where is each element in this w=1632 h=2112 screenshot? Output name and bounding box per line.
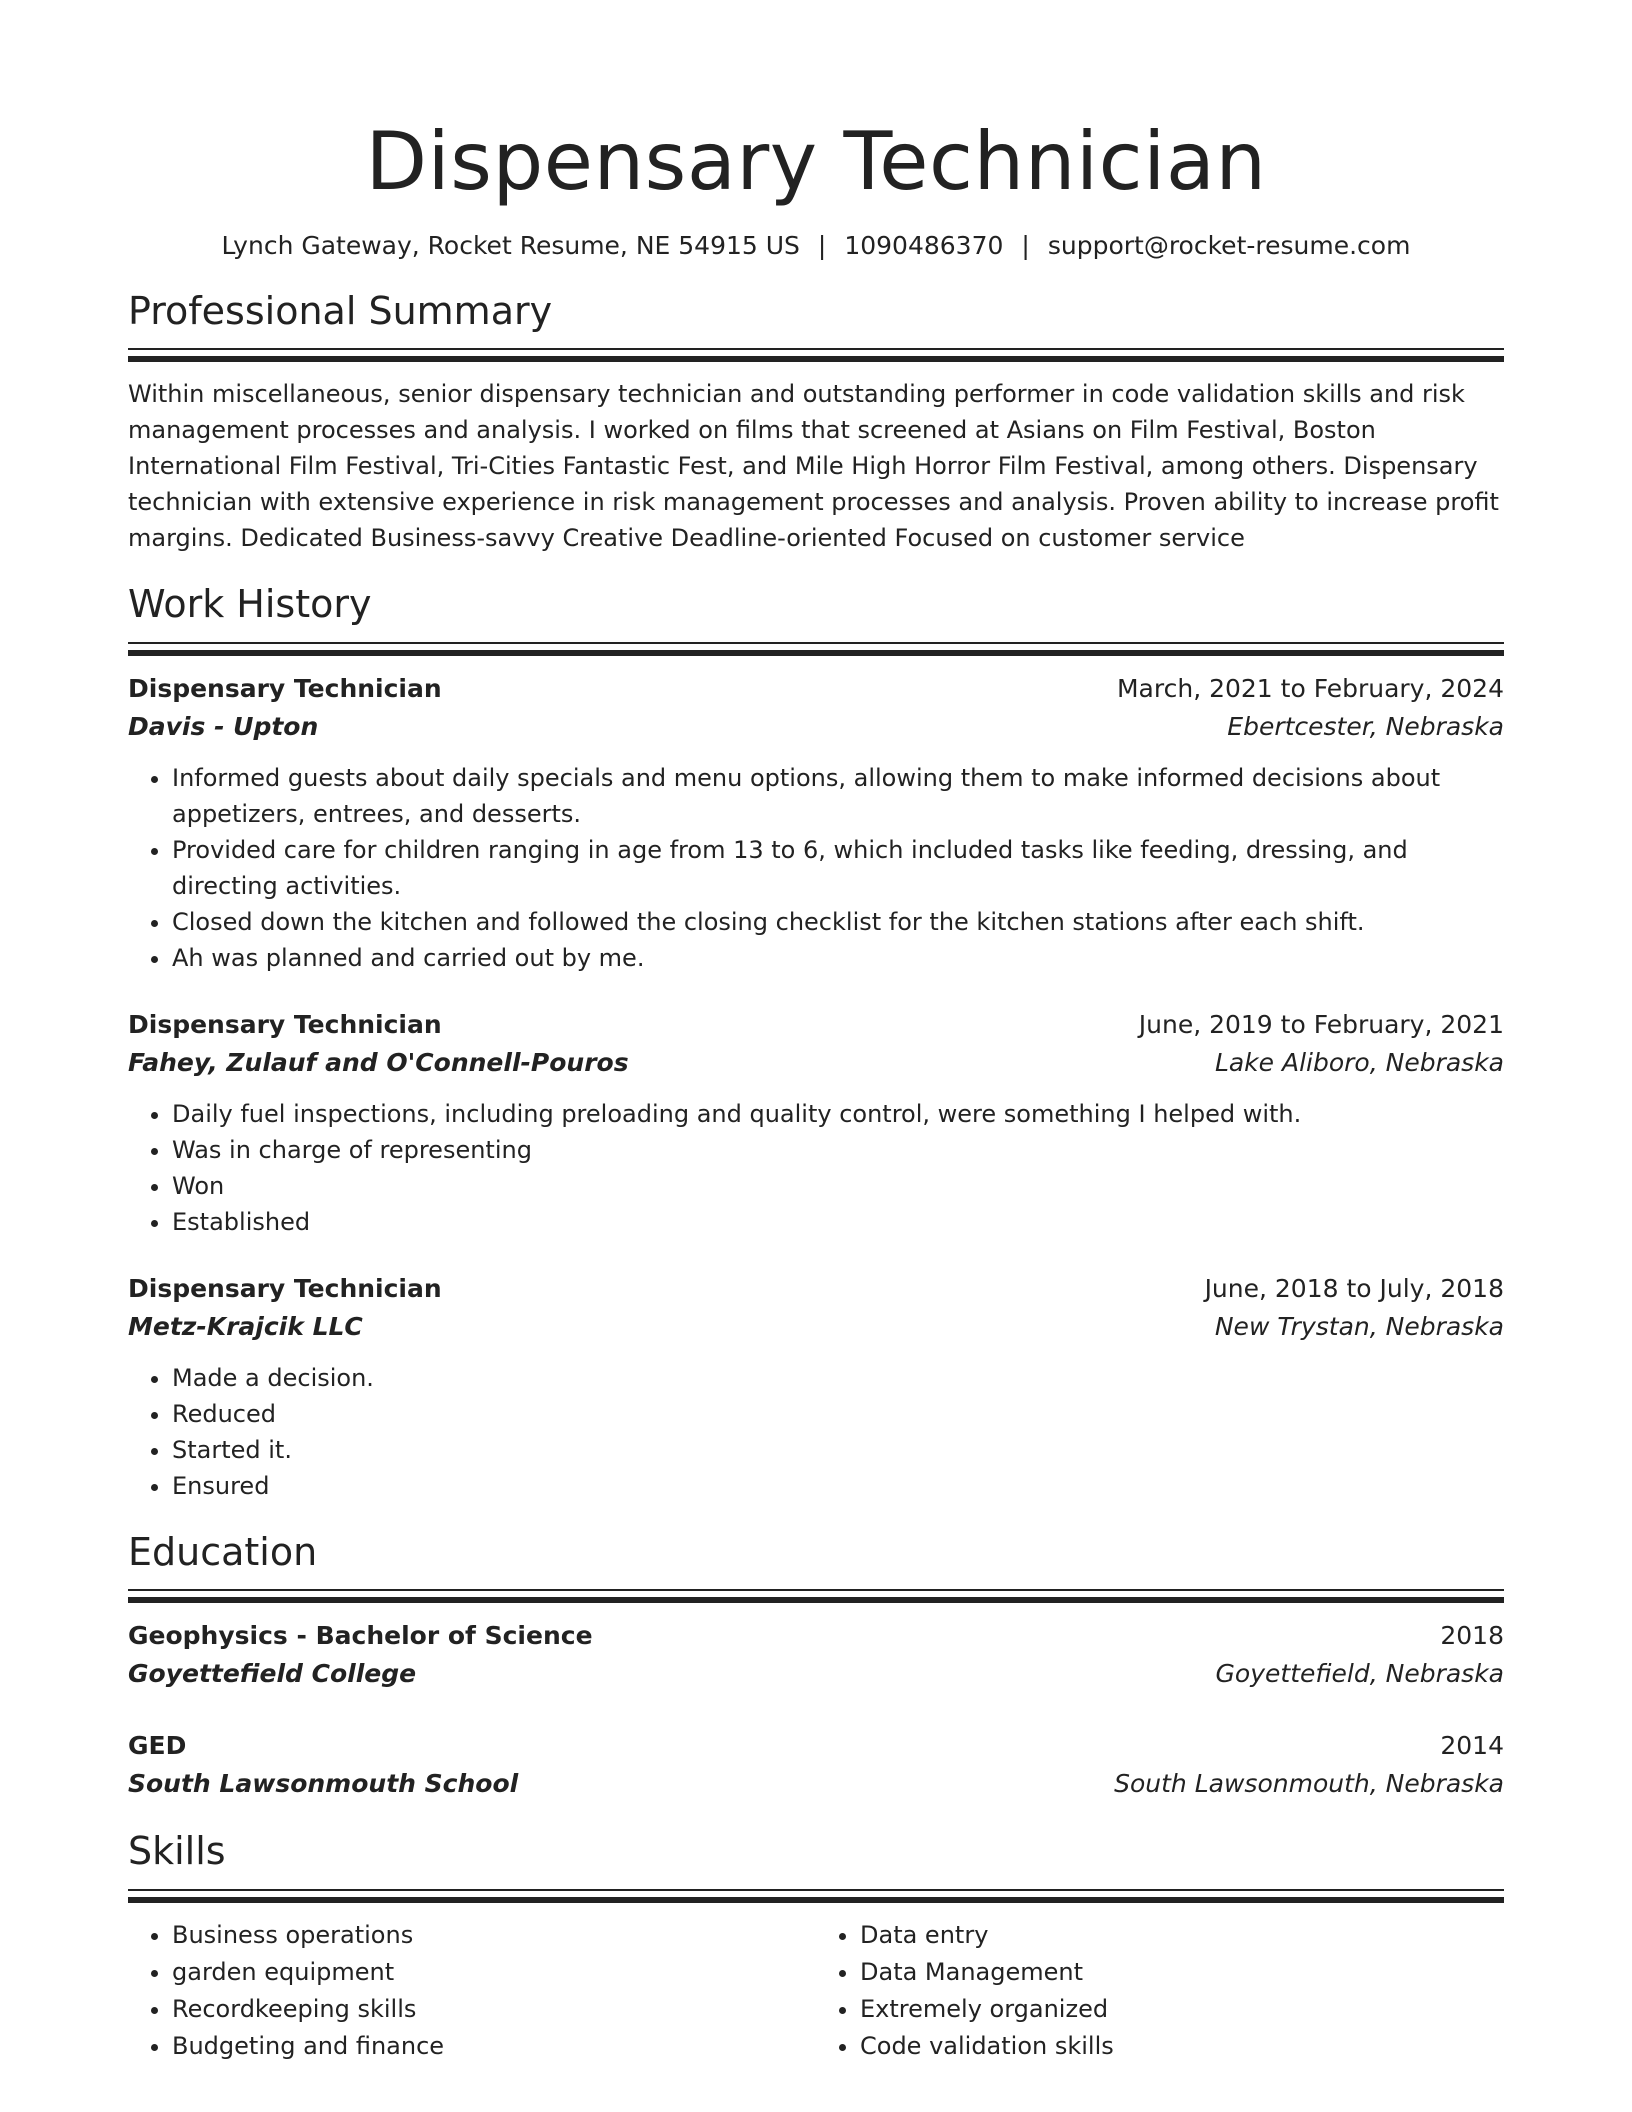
section-divider: [128, 1889, 1504, 1903]
skills-list-left: [128, 1917, 816, 2065]
list-item: • Provided care for children ranging in age from 13 to 6, which included tasks like feeding, dressing, and directing activities.: [172, 832, 1504, 904]
job-dates: June, 2019 to February, 2021: [1138, 1009, 1504, 1039]
job-dates: March, 2021 to February, 2024: [1116, 673, 1504, 703]
job-title: Dispensary Technician: [128, 1009, 442, 1039]
job-bullets: [128, 1096, 1504, 1240]
list-item: • Started it.: [172, 1432, 1504, 1468]
list-item: • Made a decision.: [172, 1360, 1504, 1396]
summary-section: [128, 289, 1504, 557]
job-title: Dispensary Technician: [128, 673, 442, 703]
list-item: • Closed down the kitchen and followed the closing checklist for the kitchen stations after each shift.: [172, 904, 1504, 940]
job-entry: [128, 1006, 1504, 1240]
education-location: South Lawsonmouth, Nebraska: [1114, 1769, 1504, 1799]
section-divider: [128, 1589, 1504, 1603]
job-location: Ebertcester, Nebraska: [1227, 711, 1504, 741]
list-item: • Was in charge of representing: [172, 1132, 1504, 1168]
job-company: Fahey, Zulauf and O'Connell-Pouros: [128, 1047, 629, 1077]
education-entry: [128, 1727, 1504, 1803]
skills-section: [128, 1829, 1504, 2065]
skill-item: • Recordkeeping skills: [172, 1991, 816, 2028]
section-title-summary: Professional Summary: [128, 288, 553, 333]
list-item: • Daily fuel inspections, including preloading and quality control, were something I helped with.: [172, 1096, 1504, 1132]
section-title-education: Education: [128, 1529, 318, 1574]
skill-item: • Data Management: [860, 1954, 1504, 1991]
skill-item: • Data entry: [860, 1917, 1504, 1954]
job-location: Lake Aliboro, Nebraska: [1214, 1047, 1504, 1077]
section-divider: [128, 642, 1504, 656]
job-title: Dispensary Technician: [128, 1273, 442, 1303]
job-entry: [128, 1270, 1504, 1504]
education-entry: [128, 1617, 1504, 1693]
job-dates: June, 2018 to July, 2018: [1204, 1273, 1504, 1303]
contact-line: [128, 230, 1504, 263]
education-degree: Geophysics - Bachelor of Science: [128, 1621, 593, 1651]
list-item: • Reduced: [172, 1396, 1504, 1432]
job-company: Davis - Upton: [128, 711, 319, 741]
contact-address: Lynch Gateway, Rocket Resume, NE 54915 US: [221, 231, 800, 260]
skill-item: • Extremely organized: [860, 1991, 1504, 2028]
skill-item: • Business operations: [172, 1917, 816, 1954]
list-item: • Established: [172, 1204, 1504, 1240]
work-history-section: [128, 582, 1504, 1504]
list-item: • Ah was planned and carried out by me.: [172, 940, 1504, 976]
candidate-name: Dispensary Technician: [365, 115, 1267, 208]
education-school: Goyettefield College: [128, 1659, 417, 1689]
education-degree: GED: [128, 1731, 187, 1761]
contact-separator: |: [817, 231, 827, 260]
contact-email[interactable]: support@rocket-resume.com: [1047, 231, 1411, 260]
job-location: New Trystan, Nebraska: [1214, 1311, 1504, 1341]
summary-text: Within miscellaneous, senior dispensary technician and outstanding performer in code validation skills and risk management processes and analysis. I worked on films that screened at Asians on Film Festival, Boston International Film Festival, Tri-Cities Fantastic Fest, and Mile High Horror Film Festival, among others. Dispensary technician with extensive experience in risk management processes and analysis. Proven ability to increase profit margins. Dedicated Business-savvy Creative Deadline-oriented Focused on customer service: [128, 380, 1499, 553]
list-item: • Informed guests about daily specials and menu options, allowing them to make informed decisions about appetizers, entrees, and desserts.: [172, 760, 1504, 832]
section-title-skills: Skills: [128, 1829, 226, 1874]
job-company: Metz-Krajcik LLC: [128, 1311, 363, 1341]
skill-item: • garden equipment: [172, 1954, 816, 1991]
section-title-work-history: Work History: [128, 582, 372, 627]
skill-item: • Code validation skills: [860, 2028, 1504, 2065]
contact-separator: |: [1021, 231, 1030, 260]
list-item: • Ensured: [172, 1468, 1504, 1504]
education-year: 2018: [1440, 1621, 1504, 1651]
skill-item: • Budgeting and finance: [172, 2028, 816, 2065]
job-entry: [128, 670, 1504, 976]
education-location: Goyettefield, Nebraska: [1215, 1659, 1504, 1689]
skills-list-right: [816, 1917, 1504, 2065]
education-section: [128, 1530, 1504, 1804]
education-year: 2014: [1440, 1731, 1504, 1761]
contact-phone: 1090486370: [844, 231, 1004, 260]
section-divider: [128, 348, 1504, 362]
education-school: South Lawsonmouth School: [128, 1769, 519, 1799]
job-bullets: [128, 1360, 1504, 1504]
job-bullets: [128, 760, 1504, 976]
skills-columns: [128, 1917, 1504, 2065]
list-item: • Won: [172, 1168, 1504, 1204]
